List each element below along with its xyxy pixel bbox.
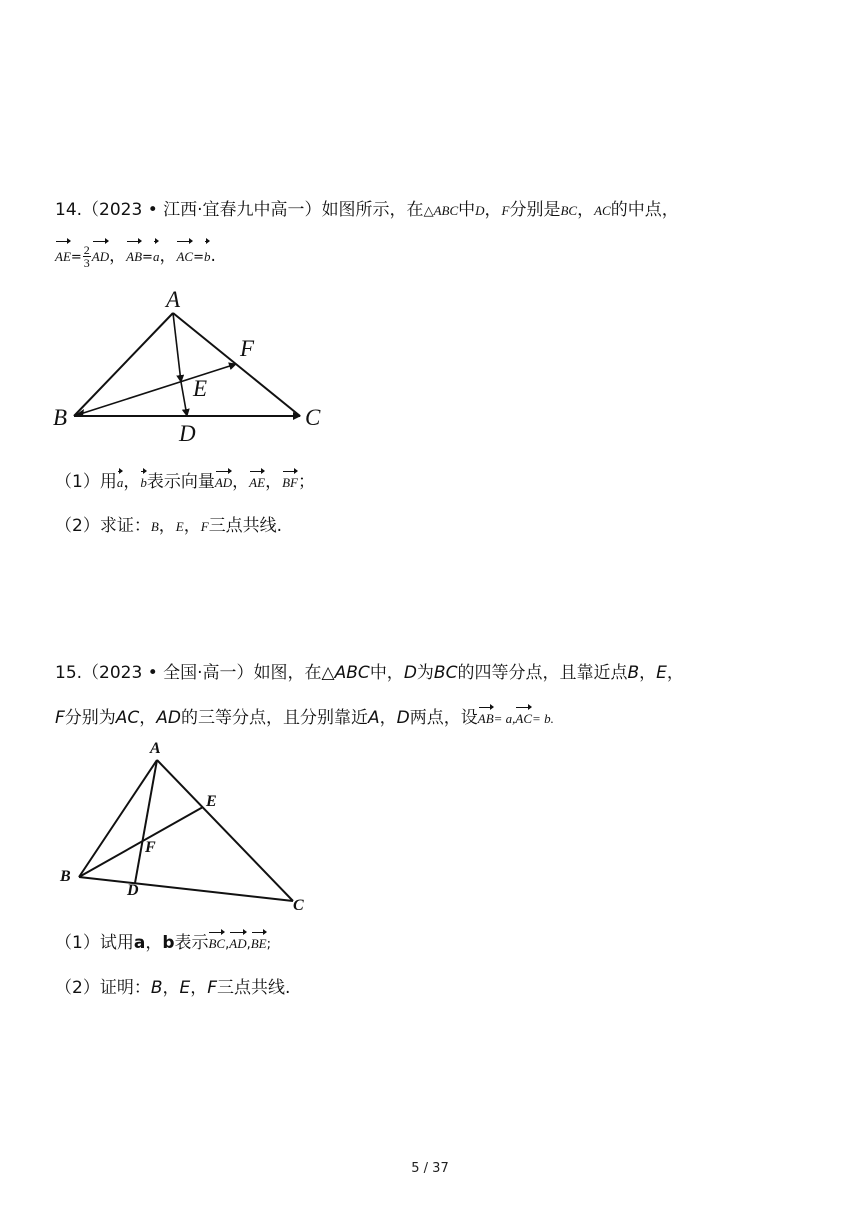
text: （2）证明： bbox=[55, 978, 151, 998]
vector-ac: AC bbox=[176, 240, 193, 272]
fig14-label-c: C bbox=[305, 405, 321, 430]
vector-ae: AE bbox=[55, 240, 71, 272]
equals: = bbox=[142, 250, 153, 265]
problem-14-line-1 bbox=[55, 199, 679, 223]
math-a: A bbox=[368, 708, 380, 728]
vector-a: a bbox=[117, 470, 124, 494]
vector-ac: AC bbox=[515, 706, 532, 730]
text: （1）试用 bbox=[55, 933, 134, 953]
fig14-label-b: B bbox=[53, 405, 68, 430]
fig15-label-f: F bbox=[145, 839, 156, 856]
text: ， bbox=[484, 200, 502, 220]
math-d: D bbox=[396, 708, 410, 728]
math-e: E bbox=[175, 519, 184, 534]
bold-a: a bbox=[133, 933, 146, 953]
text: 三点共线. bbox=[208, 516, 283, 536]
vector-ae-arrow bbox=[173, 313, 181, 382]
text: ， bbox=[265, 472, 283, 492]
math-f: F bbox=[207, 978, 218, 998]
text: 如图，在△ bbox=[253, 663, 335, 683]
text: ， bbox=[145, 933, 163, 953]
vector-ae: AE bbox=[249, 470, 265, 494]
math-ad: AD bbox=[156, 708, 182, 728]
text: 的三等分点，且分别靠近 bbox=[181, 708, 369, 728]
fig15-label-b: B bbox=[60, 868, 71, 885]
problem-15-question-1 bbox=[55, 931, 271, 956]
problem-source: （2023 • 江西·宜春九中高一） bbox=[82, 200, 322, 220]
figure-15-triangle bbox=[55, 745, 325, 920]
text: 分别为 bbox=[64, 708, 116, 728]
text: , bbox=[225, 937, 230, 952]
equals: = bbox=[70, 250, 82, 265]
problem-15-question-2 bbox=[55, 977, 290, 999]
math-e: E bbox=[179, 978, 191, 998]
problem-15-line-1 bbox=[55, 662, 684, 684]
text: ， bbox=[123, 472, 141, 492]
text: 为 bbox=[416, 663, 434, 683]
vector-ad: AD bbox=[92, 240, 109, 272]
text: ， bbox=[666, 663, 684, 683]
problem-source: （2023 • 全国·高一） bbox=[82, 663, 254, 683]
vector-be: BE bbox=[251, 931, 267, 955]
problem-14-question-2 bbox=[55, 515, 282, 538]
vector-ad-arrow bbox=[181, 382, 187, 416]
vector-bf: BF bbox=[282, 470, 298, 494]
text: . bbox=[210, 246, 216, 266]
problem-number: 14. bbox=[55, 200, 83, 220]
fraction-denominator: 3 bbox=[83, 255, 90, 270]
fig15-label-d: D bbox=[127, 882, 139, 899]
math-b: B bbox=[150, 978, 163, 998]
math-e: E bbox=[656, 663, 667, 683]
equals: = bbox=[193, 250, 204, 265]
math-bc: BC bbox=[433, 663, 458, 683]
fig15-label-c: C bbox=[293, 897, 304, 914]
segment-bc bbox=[79, 877, 293, 901]
segment-ab bbox=[79, 760, 157, 877]
text: ， bbox=[139, 708, 157, 728]
math-b: B bbox=[627, 663, 640, 683]
text: ， bbox=[109, 246, 127, 266]
math-f: F bbox=[200, 519, 209, 534]
text: 中， bbox=[369, 663, 404, 683]
segment-ac bbox=[157, 760, 293, 901]
vector-ad: AD bbox=[229, 931, 246, 955]
problem-14-line-2 bbox=[55, 240, 216, 273]
math-ac: AC bbox=[594, 203, 611, 218]
text: 的四等分点，且靠近点 bbox=[457, 663, 628, 683]
problem-number: 15. bbox=[55, 663, 83, 683]
vector-ab: AB bbox=[126, 240, 142, 272]
fraction-two-thirds bbox=[83, 244, 91, 269]
vector-b: b bbox=[140, 470, 147, 494]
text: ， bbox=[162, 978, 180, 998]
text: 如图所示，在 bbox=[321, 200, 424, 220]
math-abc: ABC bbox=[334, 663, 370, 683]
equals-a: = a, bbox=[493, 711, 516, 726]
math-f: F bbox=[501, 203, 510, 218]
text: 表示向量 bbox=[146, 472, 215, 492]
fig14-label-d: D bbox=[179, 421, 196, 446]
text: 分别是 bbox=[509, 200, 561, 220]
math-f: F bbox=[55, 708, 65, 728]
text: , bbox=[246, 937, 251, 952]
text: （2）求证： bbox=[55, 516, 151, 536]
text: ， bbox=[577, 200, 595, 220]
text: ； bbox=[297, 472, 315, 492]
text: （1）用 bbox=[55, 472, 117, 492]
page-number: 5 / 37 bbox=[411, 1161, 449, 1176]
text: 两点，设 bbox=[409, 708, 478, 728]
math-d: D bbox=[403, 663, 417, 683]
vector-bc: BC bbox=[208, 931, 225, 955]
problem-15-line-2 bbox=[55, 706, 554, 730]
text: 表示 bbox=[174, 933, 209, 953]
vector-a: a bbox=[153, 240, 160, 272]
text: ， bbox=[190, 978, 208, 998]
triangle-symbol: △ bbox=[423, 204, 434, 219]
fig14-label-e: E bbox=[193, 376, 208, 401]
text: 的中点， bbox=[610, 200, 679, 220]
fig14-label-a: A bbox=[166, 287, 181, 312]
fig15-label-a: A bbox=[150, 740, 161, 757]
segment-ad bbox=[135, 760, 157, 883]
bold-b: b bbox=[162, 933, 175, 953]
fig15-label-e: E bbox=[206, 793, 217, 810]
math-d: D bbox=[475, 203, 485, 218]
text: ， bbox=[379, 708, 397, 728]
text: ， bbox=[639, 663, 657, 683]
text: ; bbox=[266, 937, 272, 952]
vector-ab: AB bbox=[478, 706, 494, 730]
math-b: B bbox=[150, 519, 159, 534]
vector-b: b bbox=[204, 240, 211, 272]
vector-ad: AD bbox=[215, 470, 232, 494]
math-abc: ABC bbox=[433, 203, 459, 218]
text: ， bbox=[159, 246, 177, 266]
equals-b: = b. bbox=[532, 711, 554, 726]
text: ， bbox=[232, 472, 250, 492]
text: ， bbox=[183, 516, 201, 536]
math-ac: AC bbox=[115, 708, 140, 728]
segment-be bbox=[79, 807, 203, 877]
math-bc: BC bbox=[560, 203, 578, 218]
fraction-numerator: 2 bbox=[83, 242, 90, 257]
text: ， bbox=[158, 516, 176, 536]
problem-14-question-1 bbox=[55, 470, 315, 494]
fig14-label-f: F bbox=[240, 336, 255, 361]
text: 中 bbox=[458, 200, 476, 220]
text: 三点共线. bbox=[217, 978, 291, 998]
